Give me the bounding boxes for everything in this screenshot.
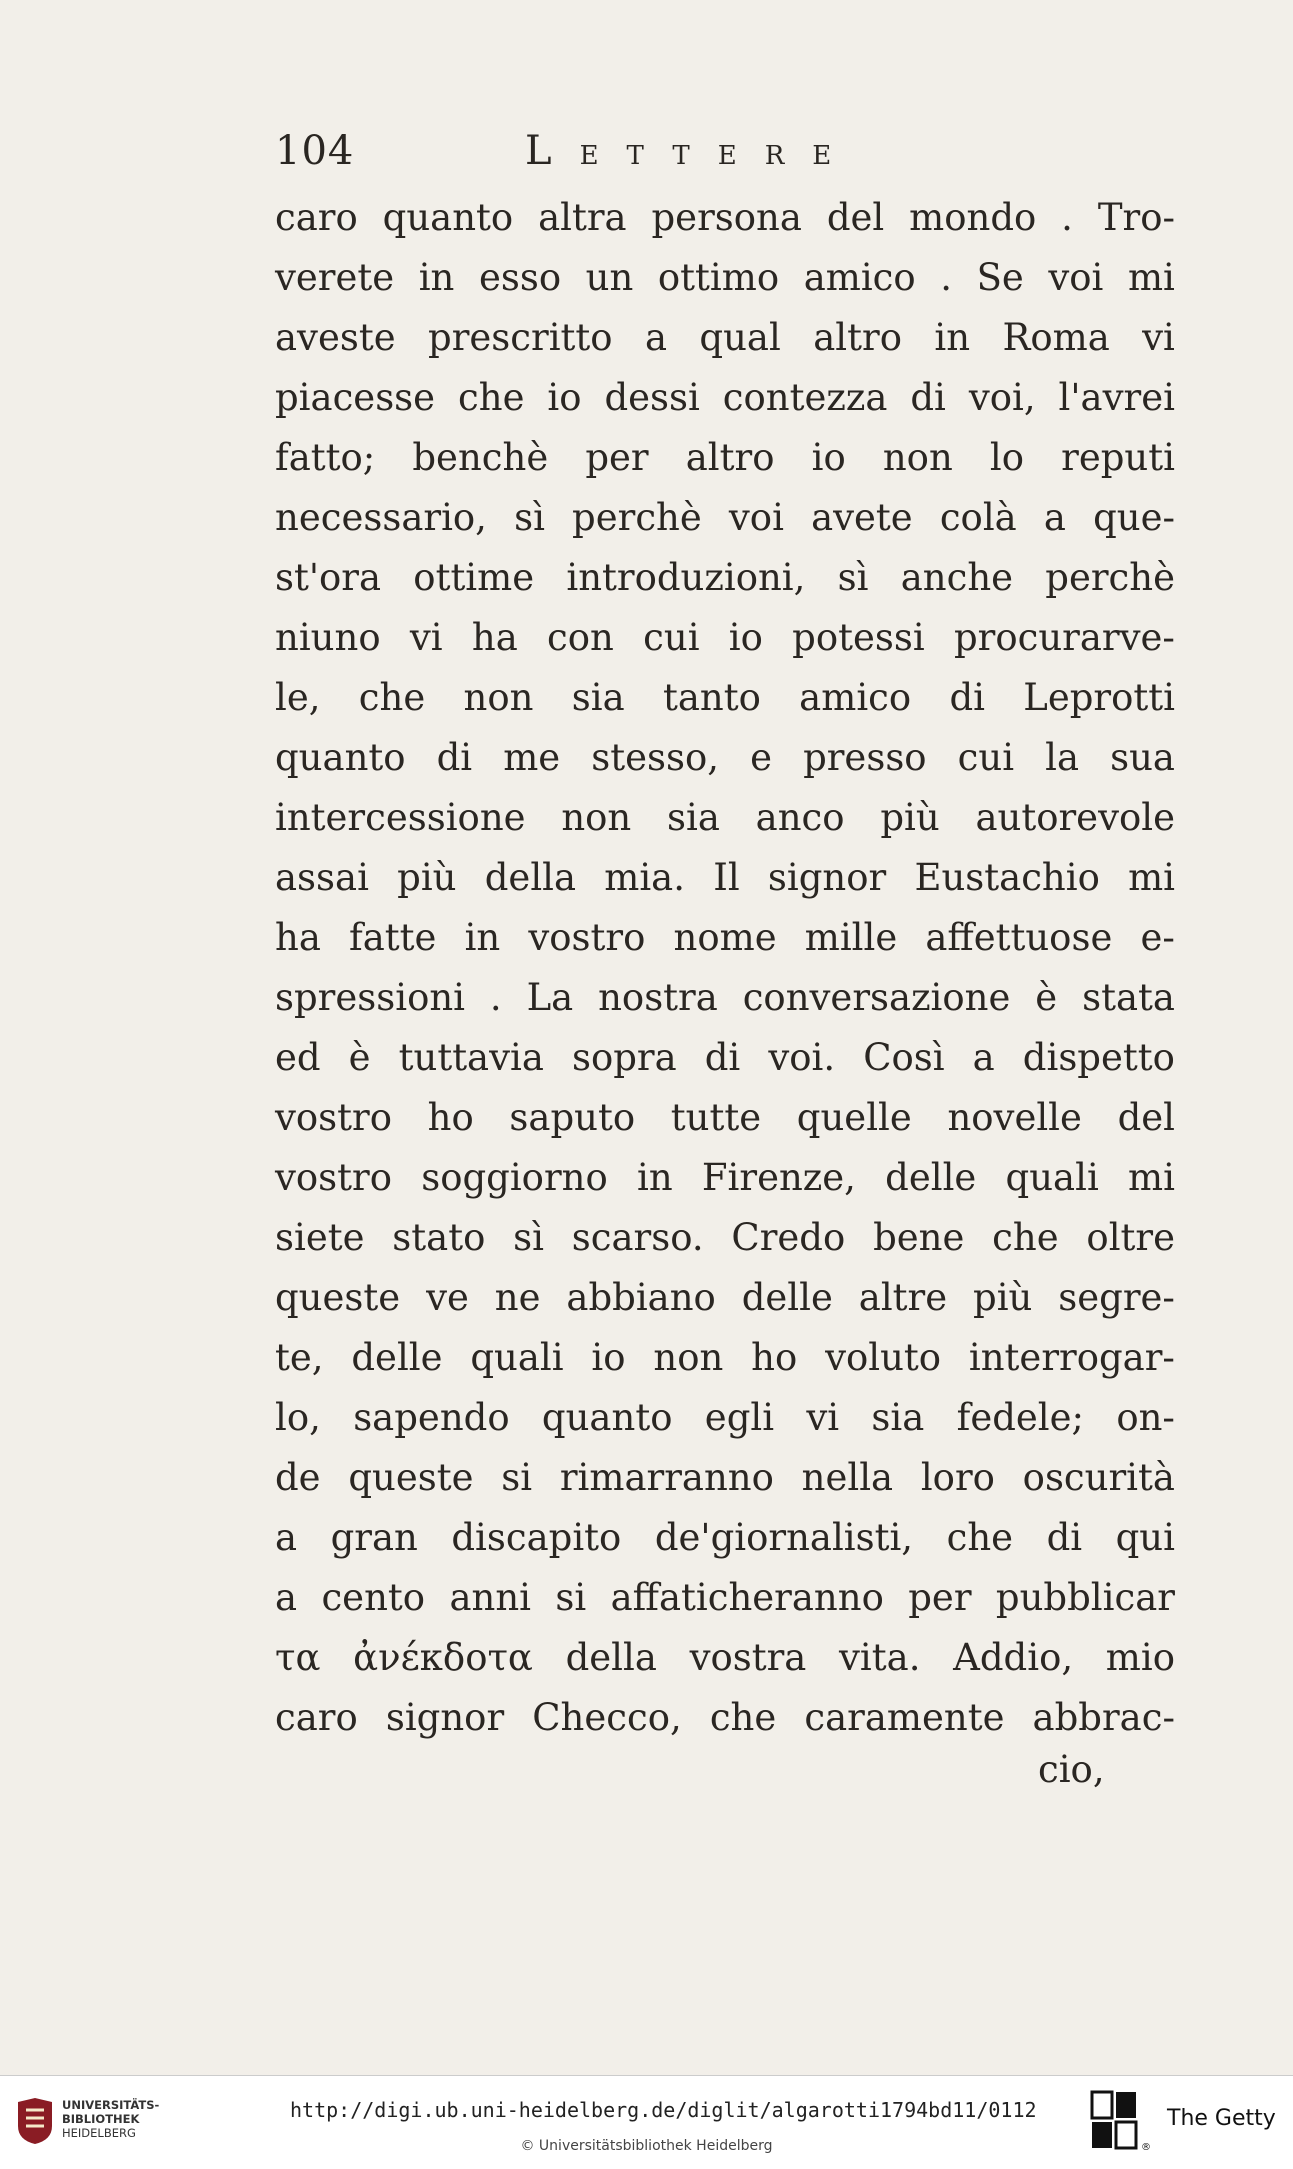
word: persona: [651, 196, 802, 239]
word: .: [940, 256, 952, 299]
word: signor: [385, 1696, 505, 1739]
word: Il: [713, 856, 740, 899]
page-header: [275, 128, 1175, 178]
word: vi: [1142, 316, 1175, 359]
word: che: [946, 1516, 1014, 1559]
word: Firenze,: [701, 1156, 856, 1199]
text-line: [275, 188, 1175, 248]
word: l'avrei: [1058, 376, 1175, 419]
word: on-: [1116, 1396, 1175, 1439]
word: ottimo: [657, 256, 780, 299]
word: perchè: [572, 496, 702, 539]
word: st'ora: [275, 556, 382, 599]
word: vostro: [528, 916, 646, 959]
word: caramente: [804, 1696, 1005, 1739]
word: vi: [409, 616, 443, 659]
text-line: [275, 1268, 1175, 1328]
word: vostro: [275, 1096, 392, 1139]
word: le,: [275, 676, 321, 719]
word: altro: [685, 436, 775, 479]
word: sopra: [571, 1036, 677, 1079]
library-name-line2: BIBLIOTHEK: [62, 2112, 140, 2126]
text-line: [275, 848, 1175, 908]
word: novelle: [947, 1096, 1082, 1139]
text-line: [275, 1568, 1175, 1628]
word: altre: [858, 1276, 948, 1319]
library-name-line3: HEIDELBERG: [62, 2126, 136, 2140]
word: è: [1035, 976, 1058, 1019]
word: voi,: [968, 376, 1036, 419]
word: egli: [704, 1396, 775, 1439]
word: de'giornalisti,: [654, 1516, 914, 1559]
word: io: [547, 376, 582, 419]
word: abbrac-: [1032, 1696, 1175, 1739]
word: Così: [863, 1036, 945, 1079]
word: vostra: [689, 1636, 807, 1679]
word: altro: [813, 316, 902, 359]
word: La: [526, 976, 574, 1019]
word: con: [547, 616, 614, 659]
word: di: [704, 1036, 741, 1079]
word: a: [275, 1576, 298, 1619]
text-line: [275, 1448, 1175, 1508]
word: mi: [1128, 1156, 1175, 1199]
word: prescritto: [428, 316, 613, 359]
word: della: [565, 1636, 657, 1679]
viewer-footer: [0, 2075, 1293, 2169]
word: un: [585, 256, 634, 299]
word: altra: [538, 196, 627, 239]
word: vita.: [839, 1636, 921, 1679]
word: segre-: [1058, 1276, 1175, 1319]
permalink-url[interactable]: http://digi.ub.uni-heidelberg.de/diglit/algarotti1794bd11/0112: [290, 2098, 1037, 2122]
word: oscurità: [1022, 1456, 1175, 1499]
word: sia: [871, 1396, 925, 1439]
word: lo: [989, 436, 1025, 479]
word: stesso,: [591, 736, 720, 779]
word: Eustachio: [914, 856, 1100, 899]
word: quanto: [275, 736, 406, 779]
word: voluto: [825, 1336, 942, 1379]
word: soggiorno: [421, 1156, 608, 1199]
text-line: [275, 308, 1175, 368]
word: saputo: [509, 1096, 636, 1139]
word: delle: [885, 1156, 977, 1199]
page-number: 104: [275, 128, 355, 174]
word: me: [503, 736, 561, 779]
word: voi.: [768, 1036, 836, 1079]
word: piacesse: [275, 376, 436, 419]
word: intercessione: [275, 796, 526, 839]
word: potessi: [792, 616, 925, 659]
word: vostro: [275, 1156, 392, 1199]
word: in: [418, 256, 455, 299]
text-line: [275, 908, 1175, 968]
word: non: [882, 436, 953, 479]
registered-mark: ®: [1141, 2142, 1151, 2153]
word: non: [463, 676, 534, 719]
word: mille: [804, 916, 898, 959]
word: quali: [1005, 1156, 1099, 1199]
word: siete: [275, 1216, 365, 1259]
word: Addio,: [953, 1636, 1074, 1679]
word: del: [826, 196, 885, 239]
word: anco: [755, 796, 845, 839]
word: e: [750, 736, 772, 779]
word: più: [973, 1276, 1033, 1319]
text-line: [275, 788, 1175, 848]
catchword: cio,: [1038, 1748, 1105, 1791]
word: esso: [478, 256, 562, 299]
word: tuttavia: [398, 1036, 544, 1079]
word: que-: [1093, 496, 1175, 539]
word: stata: [1082, 976, 1175, 1019]
word: mi: [1128, 856, 1175, 899]
word: discapito: [451, 1516, 622, 1559]
word: qual: [699, 316, 781, 359]
word: abbiano: [566, 1276, 716, 1319]
word: dispetto: [1022, 1036, 1175, 1079]
word: io: [811, 436, 846, 479]
word: tanto: [662, 676, 761, 719]
word: anche: [900, 556, 1014, 599]
word: caro: [275, 196, 358, 239]
word: vi: [806, 1396, 840, 1439]
word: si: [555, 1576, 587, 1619]
word: .: [1061, 196, 1073, 239]
word: cento: [321, 1576, 426, 1619]
getty-logo-icon: [1090, 2090, 1140, 2152]
word: fatto;: [275, 436, 376, 479]
word: sapendo: [353, 1396, 510, 1439]
word: ed: [275, 1036, 321, 1079]
word: nella: [801, 1456, 894, 1499]
word: in: [934, 316, 971, 359]
word: fedele;: [956, 1396, 1084, 1439]
running-title: [525, 128, 859, 174]
text-line: [275, 968, 1175, 1028]
word: non: [653, 1336, 724, 1379]
word: sua: [1110, 736, 1175, 779]
running-title-rest: ETTERE: [579, 141, 860, 171]
word: in: [636, 1156, 673, 1199]
word: quanto: [541, 1396, 673, 1439]
word: presso: [803, 736, 927, 779]
word: mi: [1127, 256, 1175, 299]
word: affettuose: [925, 916, 1113, 959]
word: te,: [275, 1336, 324, 1379]
text-line: [275, 1388, 1175, 1448]
text-line: [275, 428, 1175, 488]
text-line: [275, 368, 1175, 428]
word: delle: [351, 1336, 443, 1379]
word: perchè: [1045, 556, 1175, 599]
word: voi: [728, 496, 784, 539]
word: più: [397, 856, 457, 899]
word: mondo: [909, 196, 1037, 239]
running-title-initial: L: [525, 128, 580, 174]
word: ἀνέκδοτα: [353, 1636, 533, 1679]
word: conversazione: [742, 976, 1011, 1019]
text-line: [275, 608, 1175, 668]
word: ho: [427, 1096, 474, 1139]
word: di: [1046, 1516, 1083, 1559]
word: oltre: [1086, 1216, 1175, 1259]
text-line: [275, 548, 1175, 608]
word: quanto: [382, 196, 514, 239]
word: stato: [392, 1216, 486, 1259]
word: ne: [494, 1276, 541, 1319]
word: τα: [275, 1636, 321, 1679]
text-line: [275, 1508, 1175, 1568]
word: verete: [275, 256, 395, 299]
word: e-: [1140, 916, 1175, 959]
word: Roma: [1002, 316, 1110, 359]
word: io: [728, 616, 763, 659]
word: niuno: [275, 616, 381, 659]
word: avete: [811, 496, 913, 539]
word: Leprotti: [1023, 676, 1175, 719]
word: lo,: [275, 1396, 321, 1439]
word: ve: [426, 1276, 469, 1319]
word: ho: [751, 1336, 798, 1379]
text-line: [275, 1148, 1175, 1208]
word: non: [561, 796, 632, 839]
text-line: [275, 728, 1175, 788]
word: autorevole: [975, 796, 1175, 839]
word: del: [1117, 1096, 1175, 1139]
getty-name: The Getty: [1167, 2106, 1276, 2131]
word: a: [972, 1036, 995, 1079]
word: dessi: [604, 376, 700, 419]
word: bene: [873, 1216, 965, 1259]
word: colà: [939, 496, 1017, 539]
word: cui: [643, 616, 700, 659]
word: ottime: [413, 556, 535, 599]
copyright-notice: © Universitätsbibliothek Heidelberg: [520, 2138, 773, 2154]
word: gran: [330, 1516, 418, 1559]
word: introduzioni,: [566, 556, 806, 599]
word: mia.: [604, 856, 686, 899]
word: Credo: [731, 1216, 846, 1259]
word: più: [880, 796, 940, 839]
word: mio: [1105, 1636, 1175, 1679]
word: loro: [920, 1456, 995, 1499]
word: pubblicar: [995, 1576, 1175, 1619]
word: necessario,: [275, 496, 487, 539]
word: spressioni: [275, 976, 466, 1019]
word: scarso.: [571, 1216, 704, 1259]
word: è: [348, 1036, 371, 1079]
word: caro: [275, 1696, 358, 1739]
word: reputi: [1061, 436, 1175, 479]
word: fatte: [349, 916, 437, 959]
text-line: [275, 1628, 1175, 1688]
word: de: [275, 1456, 321, 1499]
library-name: [62, 2098, 159, 2140]
word: rimarranno: [559, 1456, 774, 1499]
word: di: [949, 676, 985, 719]
word: nostra: [598, 976, 718, 1019]
word: amico: [799, 676, 912, 719]
word: queste: [348, 1456, 474, 1499]
text-line: [275, 1688, 1175, 1748]
word: a: [275, 1516, 298, 1559]
word: sì: [513, 1216, 544, 1259]
text-line: [275, 248, 1175, 308]
word: in: [464, 916, 501, 959]
word: si: [501, 1456, 533, 1499]
word: della: [484, 856, 577, 899]
word: per: [585, 436, 649, 479]
word: benchè: [412, 436, 549, 479]
word: sì: [837, 556, 869, 599]
word: queste: [275, 1276, 401, 1319]
text-line: [275, 1208, 1175, 1268]
word: nome: [673, 916, 777, 959]
word: che: [709, 1696, 777, 1739]
word: amico: [803, 256, 916, 299]
word: anni: [449, 1576, 531, 1619]
word: contezza: [722, 376, 888, 419]
word: tutte: [670, 1096, 762, 1139]
body-text: [275, 188, 1175, 1748]
word: interrogar-: [968, 1336, 1175, 1379]
library-name-line1: UNIVERSITÄTS-: [62, 2098, 160, 2112]
word: sì: [514, 496, 545, 539]
word: Tro-: [1097, 196, 1175, 239]
word: voi: [1048, 256, 1104, 299]
word: ha: [275, 916, 321, 959]
word: qui: [1115, 1516, 1175, 1559]
word: delle: [741, 1276, 833, 1319]
word: la: [1045, 736, 1080, 779]
word: a: [644, 316, 668, 359]
word: aveste: [275, 316, 396, 359]
text-line: [275, 1088, 1175, 1148]
word: sia: [571, 676, 625, 719]
word: assai: [275, 856, 369, 899]
text-line: [275, 1028, 1175, 1088]
word: signor: [767, 856, 887, 899]
word: di: [910, 376, 946, 419]
word: di: [436, 736, 473, 779]
word: Checco,: [532, 1696, 682, 1739]
word: a: [1043, 496, 1066, 539]
word: per: [908, 1576, 972, 1619]
text-line: [275, 668, 1175, 728]
word: che: [992, 1216, 1059, 1259]
word: che: [458, 376, 525, 419]
text-line: [275, 488, 1175, 548]
word: quali: [470, 1336, 564, 1379]
word: io: [591, 1336, 626, 1379]
word: Se: [976, 256, 1024, 299]
text-line: [275, 1328, 1175, 1388]
word: quelle: [796, 1096, 912, 1139]
word: procurarve-: [953, 616, 1175, 659]
word: cui: [957, 736, 1015, 779]
word: che: [358, 676, 426, 719]
word: .: [489, 976, 502, 1019]
word: affaticheranno: [610, 1576, 884, 1619]
word: sia: [667, 796, 720, 839]
word: ha: [471, 616, 518, 659]
